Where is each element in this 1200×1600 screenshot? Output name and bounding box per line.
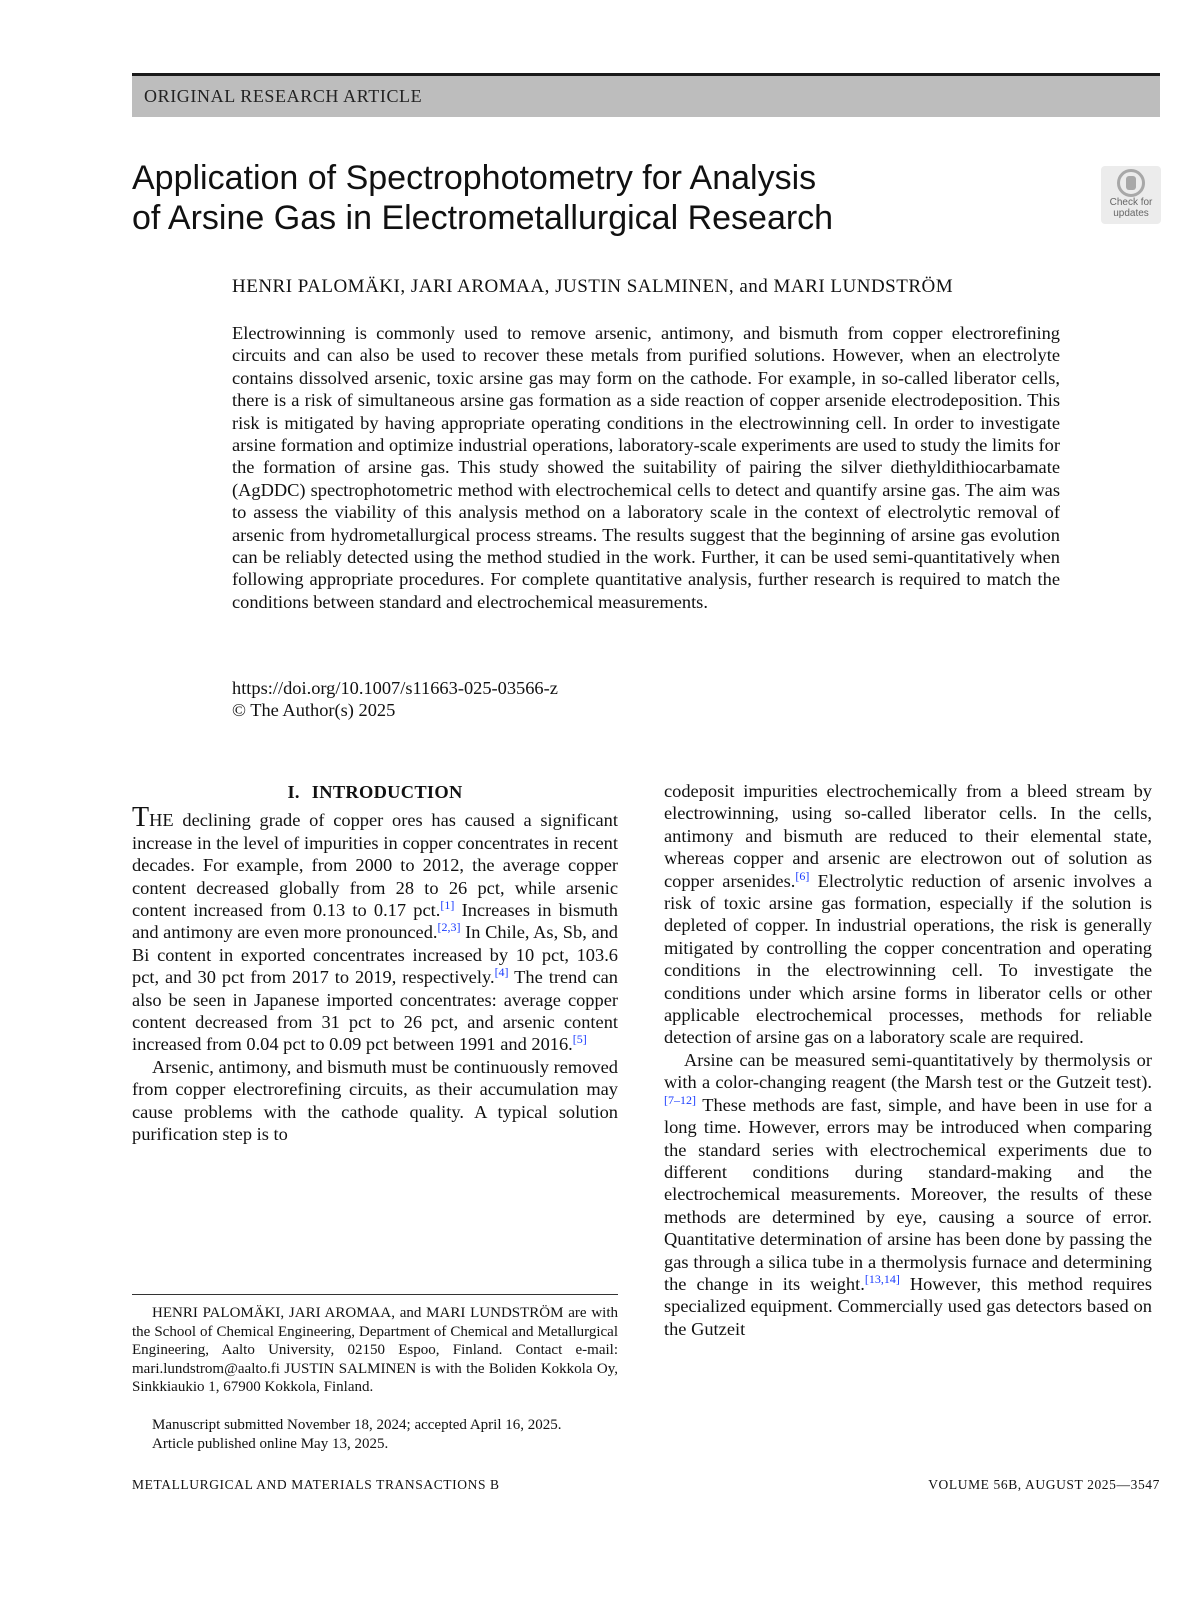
text-run: These methods are fast, simple, and have been in use for a long time. However, errors may be introduced when comparing the standard series with electrochemical experiments due to different conditions during standard-making and the electrochemical measurements. Moreover, the results of these methods are determined by eye, causing a source of error. Quantitative determination of arsine has been done by passing the gas through a silica tube in a thermolysis furnace and determining the change in its weight.	[664, 1094, 1152, 1294]
intro-paragraph-1	[132, 802, 618, 1055]
drop-cap-rest: HE	[149, 810, 174, 831]
title-line-2: of Arsine Gas in Electrometallurgical Research	[132, 199, 834, 237]
right-column	[664, 780, 1152, 1340]
check-for-updates-badge[interactable]	[1101, 166, 1161, 224]
text-run: codeposit impurities electrochemically from a bleed stream by electrowinning, using so-called liberator cells. In the cells, antimony and bismuth are reduced to their elemental state, whereas copper and arsenic are electrowon out of solution as copper arsenides.	[664, 781, 1152, 891]
doi-link[interactable]: https://doi.org/10.1007/s11663-025-03566-z	[232, 678, 558, 698]
journal-name: METALLURGICAL AND MATERIALS TRANSACTIONS B	[132, 1477, 500, 1492]
drop-cap: T	[132, 802, 150, 834]
copyright: © The Author(s) 2025	[232, 700, 396, 720]
citation-link[interactable]: [4]	[494, 965, 509, 980]
citation-link[interactable]: [2,3]	[437, 920, 461, 935]
footnote-rule	[132, 1294, 618, 1295]
citation-link[interactable]: [7–12]	[664, 1092, 696, 1107]
text-run: Increases in bismuth and antimony are even more pronounced.	[132, 900, 618, 943]
text-run: However, this method requires specialized equipment. Commercially used gas detectors based on the Gutzeit	[664, 1273, 1153, 1339]
intro-paragraph-3	[664, 1049, 1152, 1340]
submission-dates	[152, 1416, 618, 1453]
check-badge-text-1: Check for	[1109, 197, 1153, 208]
author-list: HENRI PALOMÄKI, JARI AROMAA, JUSTIN SALMINEN, and MARI LUNDSTRÖM	[232, 276, 954, 297]
section-heading	[132, 781, 618, 803]
volume-page: VOLUME 56B, AUGUST 2025—3547	[928, 1477, 1160, 1492]
article-title	[132, 158, 1032, 238]
published-date: Article published online May 13, 2025.	[152, 1435, 389, 1452]
citation-link[interactable]: [13,14]	[864, 1271, 900, 1286]
section-title: INTRODUCTION	[311, 782, 463, 802]
citation-link[interactable]: [5]	[572, 1032, 587, 1047]
section-number: I.	[287, 782, 300, 802]
citation-link[interactable]: [1]	[440, 897, 455, 912]
check-badge-text-2: updates	[1113, 208, 1149, 219]
left-column	[132, 781, 618, 1146]
check-for-updates-icon	[1117, 169, 1145, 197]
article-type-banner: ORIGINAL RESEARCH ARTICLE	[132, 76, 1160, 117]
intro-paragraph-2-cont	[664, 780, 1152, 1049]
text-run: declining grade of copper ores has caused a significant increase in the level of impurities in copper concentrates in recent decades. For example, from 2000 to 2012, the average copper content decreased globally from 28 to 26 pct, while arsenic content increased from 0.13 to 0.17 pct.	[132, 810, 618, 921]
citation-link[interactable]: [6]	[795, 868, 810, 883]
text-run: Electrolytic reduction of arsenic involves a risk of toxic arsine gas formation, especially if the solution is depleted of copper. In industrial operations, the risk is generally mitigated by controlling the copper concentration and operating conditions in the electrowinning cell. To investigate the conditions under which arsine forms in liberator cells or other applicable electrochemical processes, methods for reliable detection of arsine gas on a laboratory scale are required.	[664, 870, 1152, 1048]
intro-paragraph-2: Arsenic, antimony, and bismuth must be continuously removed from copper electrorefining circuits, as their accumulation may cause problems with the cathode quality. A typical solution purification step is to	[132, 1056, 618, 1145]
text-run: In Chile, As, Sb, and Bi content in exported concentrates increased by 10 pct, 103.6 pct, and 30 pct from 2017 to 2019, respectively.	[132, 922, 618, 988]
affiliation-footnote: HENRI PALOMÄKI, JARI AROMAA, and MARI LUNDSTRÖM are with the School of Chemical Engineering, Department of Chemical and Metallurgical Engineering, Aalto University, 02150 Espoo, Finland. Contact e-mail: mari.lundstrom@aalto.fi JUSTIN SALMINEN is with the Boliden Kokkola Oy, Sinkkiaukio 1, 67900 Kokkola, Finland.	[132, 1305, 618, 1396]
submitted-date: Manuscript submitted November 18, 2024; accepted April 16, 2025.	[152, 1417, 562, 1433]
text-run: The trend can also be seen in Japanese imported concentrates: average copper content decreased from 31 pct to 26 pct, and arsenic content increased from 0.04 pct to 0.09 pct between 1991 and 2016.	[132, 967, 618, 1055]
title-line-1: Application of Spectrophotometry for Analysis	[132, 159, 817, 197]
abstract: Electrowinning is commonly used to remove arsenic, antimony, and bismuth from copper electrorefining circuits and can also be used to recover these metals from purified solutions. However, when an electrolyte contains dissolved arsenic, toxic arsine gas may form on the cathode. For example, in so-called liberator cells, there is a risk of simultaneous arsine gas formation as a side reaction of copper arsenide electrodeposition. This risk is mitigated by having appropriate operating conditions in the electrowinning cell. In order to investigate arsine formation and optimize industrial operations, laboratory-scale experiments are used to study the limits for the formation of arsine gas. This study showed the suitability of pairing the silver diethyldithiocarbamate (AgDDC) spectrophotometric method with electrochemical cells to detect and quantify arsine gas. The aim was to assess the viability of this analysis method on a laboratory scale in the context of electrolytic removal of arsenic from hydrometallurgical process streams. The results suggest that the beginning of arsine gas evolution can be reliably detected using the method studied in the work. Further, it can be used semi-quantitatively when following appropriate procedures. For complete quantitative analysis, further research is required to match the conditions between standard and electrochemical measurements.	[232, 323, 1060, 612]
text-run: Arsine can be measured semi-quantitatively by thermolysis or with a color-changing reagent (the Marsh test or the Gutzeit test).	[664, 1049, 1152, 1093]
